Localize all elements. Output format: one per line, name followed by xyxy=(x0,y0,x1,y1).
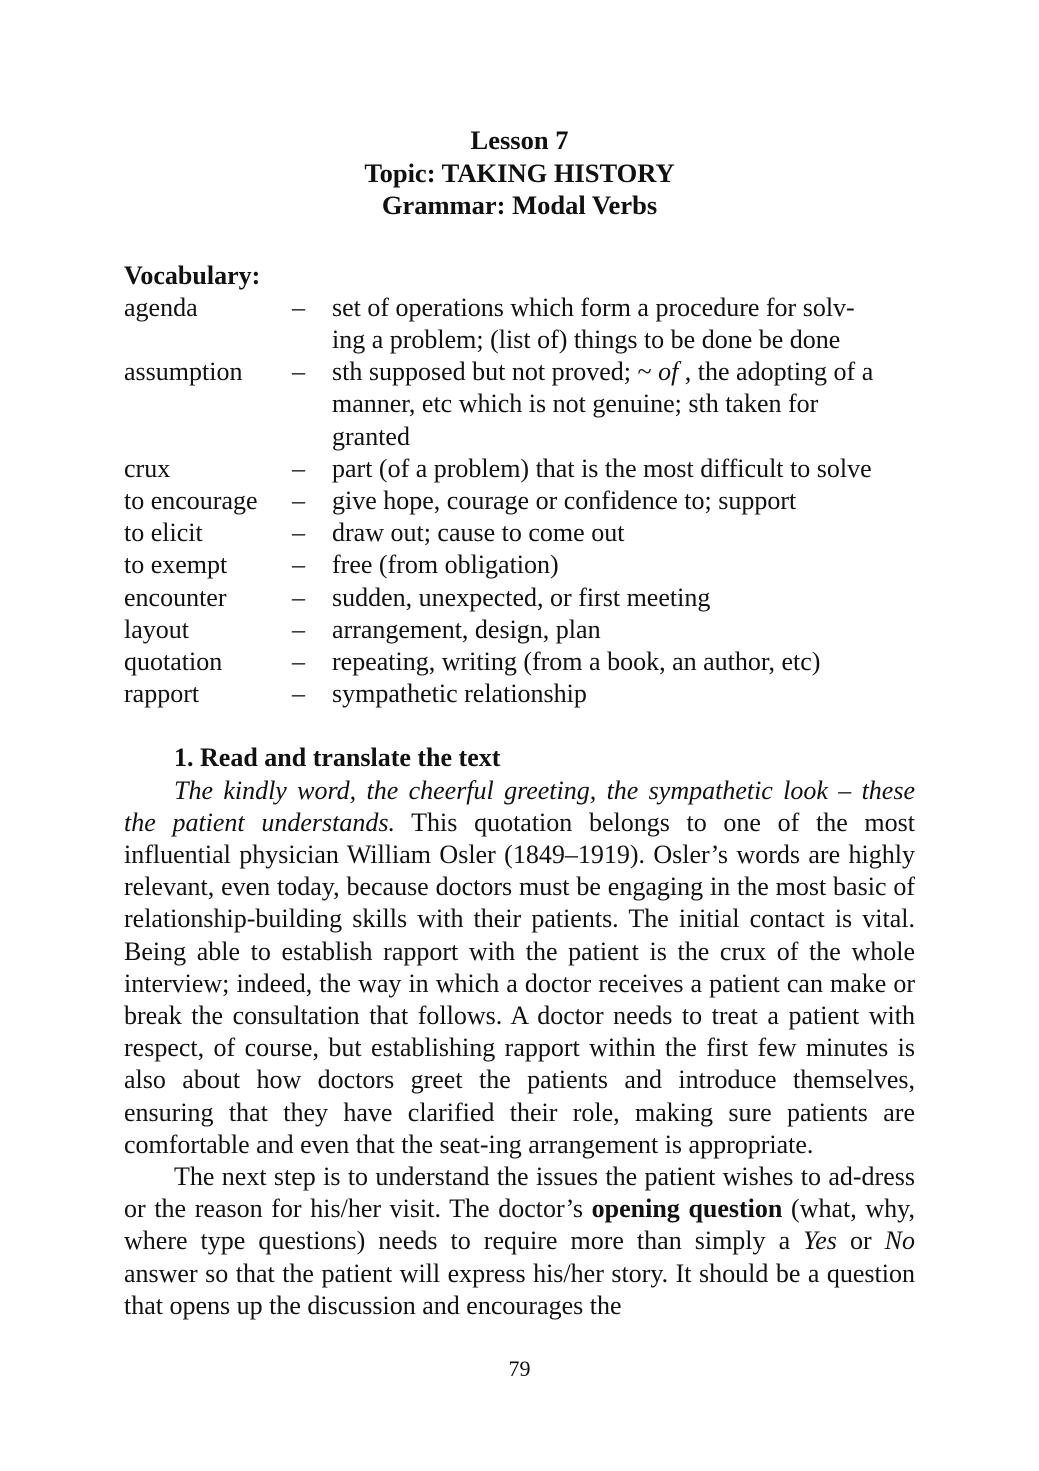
vocab-entry-elicit xyxy=(124,517,915,549)
vocab-dash: – xyxy=(292,453,305,483)
vocab-entry-agenda xyxy=(124,292,915,356)
vocab-definition: sth supposed but not proved; ~ of , the adopting of a manner, etc which is not genuine; sth taken for granted xyxy=(332,357,874,451)
vocab-definition: free (from obligation) xyxy=(332,550,559,580)
vocab-entry-crux xyxy=(124,453,915,485)
vocab-term: layout xyxy=(124,614,189,644)
vocab-entry-exempt xyxy=(124,549,915,581)
vocab-entry-quotation xyxy=(124,646,915,678)
vocab-definition: set of operations which form a procedure for solv- ing a problem; (list of) things to be done be done xyxy=(332,292,855,354)
page-number: 79 xyxy=(508,1356,531,1381)
vocab-entry-rapport xyxy=(124,678,915,710)
opening-quote: The kindly word, the cheerful greeting, the sympathetic look – these the patient understands. xyxy=(124,775,915,837)
vocab-term: to encourage xyxy=(124,485,258,515)
vocab-definition: repeating, writing (from a book, an author, etc) xyxy=(332,646,821,676)
vocab-entry-layout xyxy=(124,614,915,646)
vocab-entry-assumption xyxy=(124,356,915,453)
vocab-dash: – xyxy=(292,614,305,644)
vocab-dash: – xyxy=(292,485,305,515)
vocabulary-list xyxy=(124,292,915,711)
vocab-term: rapport xyxy=(124,679,200,709)
bold-term: opening question xyxy=(591,1194,783,1224)
vocab-term: assumption xyxy=(124,357,243,387)
paragraph-2: The next step is to understand the issues the patient wishes to ad-dress or the reason for his/her visit. The doctor’s opening question (what, why, where type questions) needs to require more than simply a Yes or No answer so that the patient will express his/her story. It should be a question that opens up the discussion and encourages the xyxy=(124,1161,915,1320)
vocab-term: encounter xyxy=(124,582,227,612)
vocab-term: to elicit xyxy=(124,518,203,548)
vocab-definition: sympathetic relationship xyxy=(332,679,587,709)
vocab-dash: – xyxy=(292,357,305,387)
lesson-heading xyxy=(124,124,915,222)
vocab-entry-encourage xyxy=(124,485,915,517)
grammar-title: Grammar: Modal Verbs xyxy=(381,190,658,220)
vocab-dash: – xyxy=(292,292,305,322)
paragraph-1: The kindly word, the cheerful greeting, the sympathetic look – these the patient understands. This quotation belongs to one of the most influential physician William Osler (1849–1919). Osler’s words are highly relevant, even today, because doctors must be engaging in the most basic of relationship-building skills with their patients. The initial contact is vital. Being able to establish rapport with the patient is the crux of the whole interview; indeed, the way in which a doctor receives a patient can make or break the consultation that follows. A doctor needs to treat a patient with respect, of course, but establishing rapport within the first few minutes is also about how doctors greet the patients and introduce themselves, ensuring that they have clarified their role, making sure patients are comfortable and even that the seat-ing arrangement is appropriate. xyxy=(124,775,915,1159)
vocab-definition: draw out; cause to come out xyxy=(332,518,625,548)
lesson-title: Lesson 7 xyxy=(470,125,569,155)
vocab-definition: arrangement, design, plan xyxy=(332,614,601,644)
vocab-dash: – xyxy=(292,582,305,612)
vocab-definition: sudden, unexpected, or first meeting xyxy=(332,582,711,612)
vocab-term: to exempt xyxy=(124,550,228,580)
vocab-dash: – xyxy=(292,679,305,709)
section-title: 1. Read and translate the text xyxy=(174,743,501,773)
vocab-term: quotation xyxy=(124,646,223,676)
vocab-definition: part (of a problem) that is the most difficult to solve xyxy=(332,453,872,483)
topic-title: Topic: TAKING HISTORY xyxy=(364,157,675,188)
vocab-dash: – xyxy=(292,518,305,548)
page-content xyxy=(124,124,915,1322)
vocab-term: crux xyxy=(124,453,171,483)
vocab-dash: – xyxy=(292,550,305,580)
vocab-entry-encounter xyxy=(124,582,915,614)
vocabulary-title: Vocabulary: xyxy=(124,260,261,290)
vocab-dash: – xyxy=(292,646,305,676)
vocab-term: agenda xyxy=(124,292,198,322)
vocab-definition: give hope, courage or confidence to; support xyxy=(332,485,797,515)
